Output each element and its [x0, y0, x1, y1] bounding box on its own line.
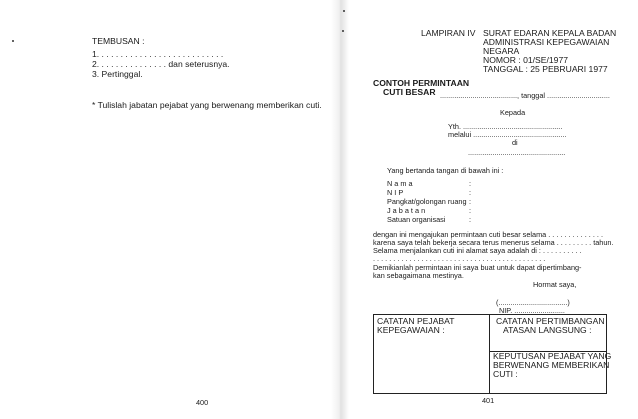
di-label: di [512, 138, 518, 147]
header-nomor: NOMOR : 01/SE/1977 [483, 55, 569, 65]
field-pangkat-label: Pangkat/golongan ruang [387, 197, 467, 206]
field-jabatan-colon: : [469, 206, 472, 215]
form-title-line-1: CONTOH PERMINTAAN [373, 78, 470, 88]
signature-parenthesis: (..................................) [496, 298, 570, 307]
body-line-1: dengan ini mengajukan permintaan cuti besar selama . . . . . . . . . . . . . . [373, 230, 603, 239]
catatan-pejabat-line-1: CATATAN PEJABAT [377, 316, 455, 326]
di-dots: ................................................ [468, 148, 566, 157]
field-nip-label: N I P [387, 188, 404, 197]
copy-line-3: 3. Pertinggal. [92, 69, 143, 79]
hormat-saya: Hormat saya, [533, 280, 577, 289]
footnote: * Tulislah jabatan pejabat yang berwenang memberikan cuti. [92, 100, 322, 110]
form-title-line-2: CUTI BESAR [383, 87, 436, 97]
yth-line: Yth. ................................................. [448, 122, 563, 131]
field-satuan-colon: : [469, 215, 472, 224]
page-number-left: 400 [196, 398, 209, 407]
closing-line-1: Demikianlah permintaan ini saya buat untuk dapat dipertimbang- [373, 263, 582, 272]
kepada: Kepada [500, 108, 526, 117]
catatan-pertimbangan-line-1: CATATAN PERTIMBANGAN [496, 316, 605, 326]
header-line-3: NEGARA [483, 46, 520, 56]
book-spine [331, 0, 349, 419]
keputusan-line-1: KEPUTUSAN PEJABAT YANG [493, 351, 612, 361]
header-line-2: ADMINISTRASI KEPEGAWAIAN [483, 37, 610, 47]
closing-line-2: kan sebagaimana mestinya. [373, 271, 464, 280]
field-jabatan-label: J a b a t a n [387, 206, 426, 215]
catatan-pejabat-line-2: KEPEGAWAIAN : [377, 325, 445, 335]
scan-speck [12, 40, 14, 42]
scan-speck [343, 10, 345, 12]
header-line-1: SURAT EDARAN KEPALA BADAN [483, 28, 617, 38]
catatan-pertimbangan-line-2: ATASAN LANGSUNG : [503, 325, 592, 335]
field-satuan-label: Satuan organisasi [387, 215, 446, 224]
melalui-line: melalui .............................................. [448, 130, 567, 139]
table-vertical-divider [489, 315, 490, 393]
copy-line-1: 1. . . . . . . . . . . . . . . . . . . . . . . . . . . [92, 49, 224, 59]
nip-signature: NIP. ......................... [499, 306, 565, 315]
header-tanggal: TANGGAL : 25 PEBRUARI 1977 [483, 64, 608, 74]
body-line-4: . . . . . . . . . . . . . . . . . . . . . . . . . . . . . . . . . . . . . . . . . . . [373, 254, 546, 263]
scan-speck [342, 30, 344, 32]
copy-line-2: 2. . . . . . . . . . . . . . . dan seterusnya. [92, 59, 230, 69]
body-line-2: karena saya telah bekerja secara terus menerus selama . . . . . . . . . tahun. [373, 238, 614, 247]
field-nama-label: N a m a [387, 179, 413, 188]
date-line: ......................................, tanggal ............................... [440, 91, 610, 100]
lampiran-label: LAMPIRAN IV [421, 28, 476, 38]
body-line-3: Selama menjalankan cuti ini alamat saya adalah di : . . . . . . . . . . [373, 246, 582, 255]
keputusan-line-2: BERWENANG MEMBERIKAN [493, 360, 610, 370]
page-number-right: 401 [482, 396, 495, 405]
field-nama-colon: : [469, 179, 472, 188]
intro-text: Yang bertanda tangan di bawah ini : [387, 166, 504, 175]
field-pangkat-colon: : [469, 197, 472, 206]
keputusan-line-3: CUTI : [493, 369, 518, 379]
tembusan-heading: TEMBUSAN : [92, 36, 145, 46]
field-nip-colon: : [469, 188, 472, 197]
